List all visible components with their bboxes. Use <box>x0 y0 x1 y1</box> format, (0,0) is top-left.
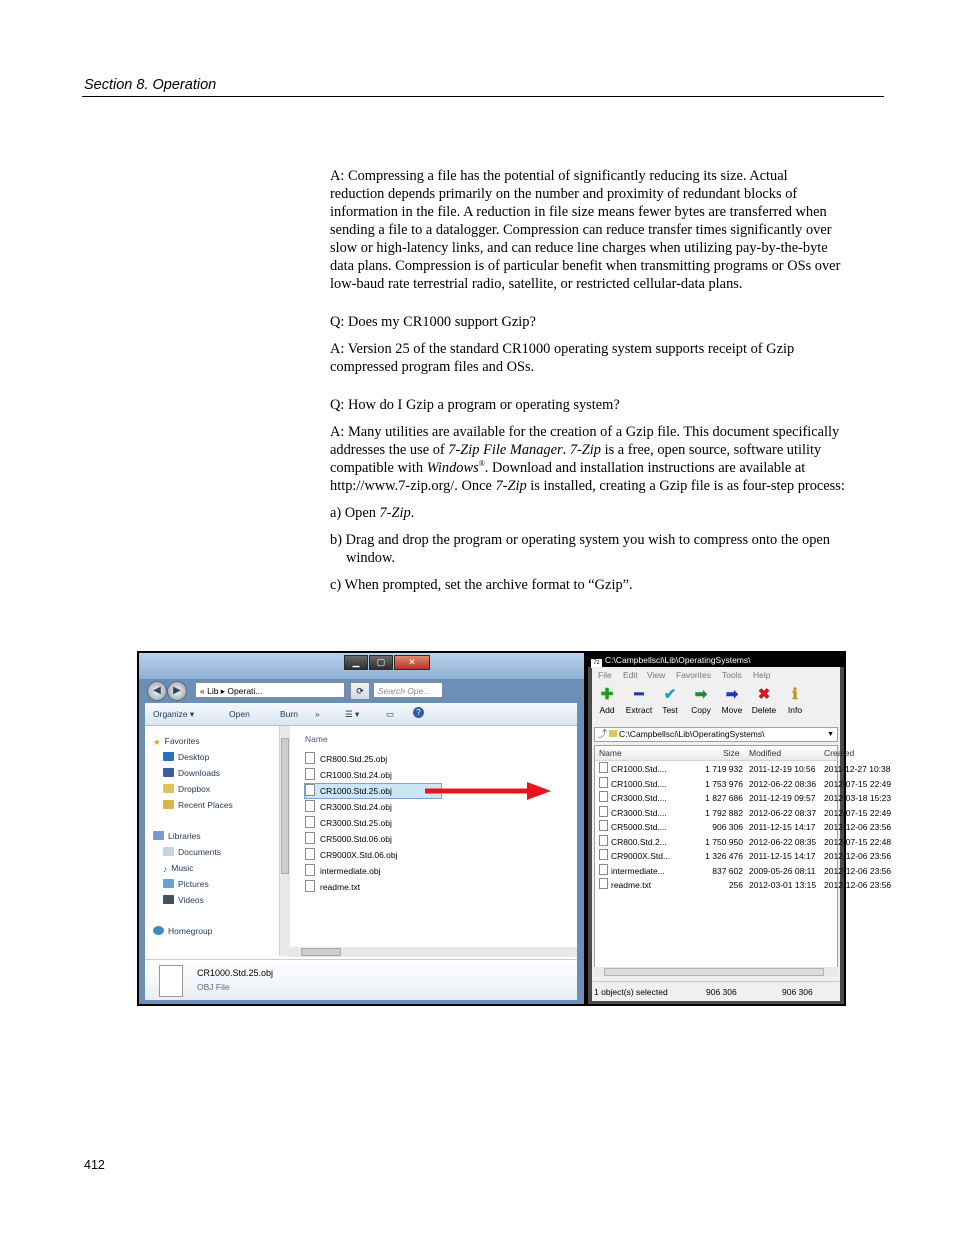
sevenzip-statusbar <box>592 981 840 1001</box>
archive-cell-name <box>599 806 667 820</box>
menu-tools[interactable]: Tools <box>722 670 742 680</box>
nav-music[interactable] <box>163 863 193 874</box>
file-name: CR9000X.Std.06.obj <box>320 850 398 860</box>
archive-file-name: CR1000.Std.... <box>611 764 667 774</box>
extract-label: Extract <box>625 705 653 715</box>
file-list-hscrollbar[interactable] <box>287 947 577 957</box>
file-row[interactable] <box>305 800 441 814</box>
nav-downloads[interactable] <box>163 768 220 778</box>
sevenzip-menubar <box>592 669 840 683</box>
refresh-icon[interactable]: ⟳ <box>350 682 370 700</box>
file-icon <box>599 864 608 875</box>
sevenzip-body <box>592 667 892 1000</box>
delete-label: Delete <box>751 705 777 715</box>
answer-compression: A: Compressing a file has the potential of significantly reducing its size. Actual reduction depends primarily on the number and proximity of redundant blocks of information in the file. A reduction in file size means fewer bytes are transferred when sending a file to a datalogger. Compression can reduce transfer times significantly over slow or high-latency links, and can reduce line charges when utilizing pay-by-the-byte data plans. Compression is of particular benefit when transmitting programs or OSs over low-baud rate terrestrial radio, satellite, or restricted cellular-data plans. <box>330 168 841 292</box>
nav-recent-places[interactable] <box>163 800 233 810</box>
libraries-icon <box>153 831 164 840</box>
archive-cell-created: 2012-12-06 23:56 <box>824 865 892 876</box>
file-icon <box>599 820 608 831</box>
file-name: CR3000.Std.25.obj <box>320 818 392 828</box>
app-name: 7-Zip File Manager <box>448 442 563 458</box>
archive-cell-name <box>599 849 670 863</box>
file-icon <box>305 864 315 876</box>
videos-icon <box>163 895 174 904</box>
file-row[interactable] <box>305 864 441 878</box>
step-a-text: a) Open <box>330 505 380 521</box>
app-name: 7-Zip <box>495 478 527 494</box>
test-icon: ✔ <box>663 686 677 703</box>
answer-how-text-5: is installed, creating a Gzip file is as four-step process: <box>526 478 845 494</box>
info-label: Info <box>787 705 803 715</box>
sevenzip-controls-glyphs[interactable]: ▭▁▢✕ <box>878 655 965 665</box>
homegroup-icon <box>153 926 164 935</box>
file-row[interactable] <box>305 832 441 846</box>
pictures-icon <box>163 879 174 888</box>
archive-cell-modified: 2012-06-22 08:35 <box>749 836 817 847</box>
file-name: CR1000.Std.24.obj <box>320 770 392 780</box>
file-large-icon <box>159 965 183 997</box>
archive-cell-name <box>599 791 667 805</box>
nav-pictures[interactable] <box>163 879 209 889</box>
archive-file-list <box>594 745 892 975</box>
archive-cell-modified: 2011-12-15 14:17 <box>749 822 816 832</box>
page-number: 412 <box>84 1158 105 1172</box>
nav-favorites[interactable] <box>153 736 200 748</box>
hscroll-thumb[interactable] <box>301 948 341 956</box>
archive-cell-name <box>599 777 667 791</box>
menu-favorites[interactable]: Favorites <box>676 670 711 680</box>
sevenzip-title-text: C:\Campbellsci\Lib\OperatingSystems\ <box>605 655 751 665</box>
archive-hscrollbar[interactable] <box>594 967 838 977</box>
command-bar <box>145 703 577 726</box>
address-bar[interactable]: « Lib ▸ Operati... <box>195 682 345 698</box>
nav-libraries-label: Libraries <box>168 831 201 841</box>
archive-cell-created: 2012-12-06 23:56 <box>824 851 892 861</box>
minimize-icon[interactable]: ▁ <box>344 655 368 670</box>
menu-edit[interactable]: Edit <box>623 670 638 680</box>
nav-dropbox-label: Dropbox <box>178 784 211 794</box>
archive-file-name: CR5000.Std.... <box>611 822 667 832</box>
search-input[interactable]: Search Ope... <box>373 682 443 698</box>
forward-icon[interactable]: ▶ <box>167 681 187 701</box>
nav-documents[interactable] <box>163 847 221 857</box>
star-icon: ★ <box>153 737 161 747</box>
explorer-window <box>139 653 584 1004</box>
archive-row[interactable] <box>595 791 892 805</box>
archive-file-name: CR9000X.Std... <box>611 851 671 861</box>
app-name: 7-Zip <box>569 442 601 458</box>
test-button[interactable] <box>655 687 685 715</box>
file-row[interactable] <box>305 768 441 782</box>
nav-documents-label: Documents <box>178 847 221 857</box>
nav-scrollbar[interactable] <box>279 726 290 956</box>
nav-scroll-thumb[interactable] <box>281 738 289 874</box>
screenshot-figure <box>137 651 965 1006</box>
archive-cell-size: 1 719 932 <box>705 764 743 774</box>
sevenzip-app-icon: 7z <box>591 659 602 668</box>
menu-file[interactable]: File <box>598 670 612 680</box>
delete-button[interactable] <box>749 687 779 715</box>
add-icon: ✚ <box>600 686 614 703</box>
step-a <box>330 504 845 522</box>
archive-cell-size: 1 792 882 <box>705 807 743 818</box>
archive-cell-created: 2011-12-27 10:38 <box>824 764 891 774</box>
app-name: 7-Zip <box>379 505 411 521</box>
sevenzip-toolbar <box>592 685 840 725</box>
move-icon: ➡ <box>725 686 739 703</box>
archive-file-name: intermediate... <box>611 865 665 876</box>
explorer-window-controls <box>343 655 430 670</box>
menu-help[interactable]: Help <box>753 670 771 680</box>
archive-row[interactable] <box>595 777 892 791</box>
archive-cell-name <box>599 820 667 834</box>
file-list <box>303 726 577 956</box>
folder-icon <box>609 730 617 737</box>
move-button[interactable] <box>717 687 747 715</box>
info-button[interactable] <box>780 687 810 715</box>
status-selection: 1 object(s) selected <box>594 987 668 997</box>
nav-pictures-label: Pictures <box>178 879 209 889</box>
archive-cell-modified: 2011-12-19 10:56 <box>749 764 816 774</box>
archive-row[interactable] <box>595 864 892 878</box>
col-name[interactable]: Name <box>599 748 622 758</box>
file-row[interactable] <box>305 816 441 830</box>
name-column-header[interactable]: Name <box>305 734 328 744</box>
header-rule <box>82 96 884 97</box>
archive-list-header <box>595 746 855 761</box>
nav-favorites-label: Favorites <box>164 736 200 746</box>
file-icon <box>305 816 315 828</box>
step-c: c) When prompted, set the archive format to “Gzip”. <box>330 577 633 593</box>
copy-button[interactable] <box>686 687 716 715</box>
details-file-name: CR1000.Std.25.obj <box>197 968 274 978</box>
file-icon <box>599 835 608 846</box>
answer-how-text-1: A: Many utilities are available for the creation of a Gzip file. This document specifically addresses the use of <box>330 424 840 458</box>
explorer-navbar <box>145 680 577 702</box>
file-row-selected[interactable] <box>305 784 441 798</box>
status-packed-size: 906 306 <box>782 987 813 997</box>
test-label: Test <box>662 705 678 715</box>
text-file-icon <box>305 880 315 892</box>
col-modified[interactable]: Modified <box>749 748 782 758</box>
file-icon <box>599 791 608 802</box>
step-a-end: . <box>410 505 415 521</box>
drag-arrow-icon <box>423 782 553 800</box>
maximize-icon[interactable]: ▢ <box>369 655 393 670</box>
menu-view[interactable]: View <box>647 670 666 680</box>
recent-places-icon <box>163 800 174 809</box>
archive-cell-size: 1 750 950 <box>705 836 743 847</box>
file-icon <box>305 800 315 812</box>
registered-mark: ® <box>478 459 485 469</box>
back-icon[interactable]: ◀ <box>147 681 167 701</box>
archive-file-name: readme.txt <box>611 880 652 890</box>
up-folder-icon[interactable]: ⤴ <box>598 729 608 739</box>
nav-homegroup-label: Homegroup <box>168 926 213 936</box>
documents-icon <box>163 847 174 856</box>
file-icon <box>305 848 315 860</box>
delete-icon: ✖ <box>757 686 771 703</box>
archive-row[interactable] <box>595 820 892 834</box>
details-pane <box>145 959 577 1000</box>
archive-cell-name <box>599 762 667 776</box>
archive-cell-created: 2012-12-06 23:56 <box>824 880 892 890</box>
archive-cell-name <box>599 835 667 849</box>
archive-row[interactable] <box>595 849 892 863</box>
archive-cell-modified: 2009-05-26 08:11 <box>749 865 816 876</box>
archive-hscroll-thumb[interactable] <box>604 968 824 976</box>
archive-cell-created: 2012-03-18 15:23 <box>824 793 892 803</box>
burn-button[interactable]: Burn <box>280 709 298 719</box>
extract-icon: ━ <box>634 686 644 703</box>
file-row[interactable] <box>305 848 441 862</box>
preview-pane-icon[interactable]: ▭ <box>386 709 395 719</box>
sevenzip-path-field[interactable] <box>594 727 838 742</box>
archive-cell-name <box>599 878 651 892</box>
archive-cell-size: 256 <box>728 880 743 890</box>
close-icon[interactable]: ✕ <box>394 655 430 670</box>
extract-button[interactable] <box>624 687 654 715</box>
nav-homegroup[interactable] <box>153 926 212 936</box>
nav-libraries[interactable] <box>153 831 201 841</box>
archive-cell-size: 906 306 <box>712 822 743 832</box>
archive-file-name: CR800.Std.2... <box>611 836 667 847</box>
desktop-icon <box>163 752 174 761</box>
add-button[interactable] <box>592 687 622 715</box>
file-name: CR5000.Std.06.obj <box>320 834 392 844</box>
file-name: CR1000.Std.25.obj <box>320 786 392 796</box>
answer-how-text-4: . Download and installation instructions are available at http://www.7-zip.org/. Once <box>330 460 806 494</box>
archive-cell-created: 2012-07-15 22:49 <box>824 778 892 789</box>
archive-file-name: CR1000.Std.... <box>611 778 667 789</box>
col-created[interactable]: Created <box>824 748 855 758</box>
archive-cell-size: 1 827 686 <box>705 793 743 803</box>
archive-cell-created: 2012-07-15 22:48 <box>824 836 892 847</box>
answer-support: A: Version 25 of the standard CR1000 operating system supports receipt of Gzip compressed program files and OSs. <box>330 341 795 375</box>
file-icon <box>305 832 315 844</box>
os-name: Windows <box>426 460 479 476</box>
file-icon <box>599 849 608 860</box>
music-icon: ♪ <box>163 864 168 874</box>
view-options-icon[interactable]: ☰ ▾ <box>345 709 360 719</box>
archive-cell-size: 1 753 976 <box>705 778 743 789</box>
nav-videos-label: Videos <box>178 895 204 905</box>
col-size[interactable]: Size <box>723 748 740 758</box>
archive-cell-modified: 2011-12-19 09:57 <box>749 793 816 803</box>
archive-cell-modified: 2012-06-22 08:37 <box>749 807 817 818</box>
answer-how <box>330 423 845 495</box>
organize-button[interactable]: Organize ▾ <box>153 709 195 719</box>
archive-cell-modified: 2012-03-01 13:15 <box>749 880 817 890</box>
add-label: Add <box>599 705 615 715</box>
archive-cell-name <box>599 864 665 878</box>
question-support: Q: Does my CR1000 support Gzip? <box>330 314 536 330</box>
body-text <box>330 167 845 594</box>
sevenzip-path-text: C:\Campbellsci\Lib\OperatingSystems\ <box>619 729 765 739</box>
explorer-titlebar <box>139 653 584 679</box>
file-name: readme.txt <box>320 882 361 892</box>
navigation-pane <box>145 726 287 956</box>
file-icon <box>305 752 315 764</box>
nav-downloads-label: Downloads <box>178 768 221 778</box>
copy-label: Copy <box>691 705 711 715</box>
info-icon: ℹ <box>792 686 798 703</box>
archive-row[interactable] <box>595 806 892 820</box>
help-icon[interactable]: ? <box>413 707 424 718</box>
file-icon <box>305 768 315 780</box>
file-icon <box>305 784 315 796</box>
file-icon <box>599 762 608 773</box>
section-header: Section 8. Operation <box>84 77 217 93</box>
explorer-body <box>145 703 577 999</box>
answer-how-text-3: is a free, open source, software utility compatible with <box>330 442 822 476</box>
move-label: Move <box>721 705 743 715</box>
file-name: CR800.Std.25.obj <box>320 754 388 764</box>
nav-dropbox[interactable] <box>163 784 210 794</box>
archive-file-name: CR3000.Std.... <box>611 793 667 803</box>
path-dropdown-icon[interactable]: ▼ <box>827 731 834 738</box>
sevenzip-titlebar <box>588 653 965 667</box>
downloads-icon <box>163 768 174 777</box>
sevenzip-window <box>588 653 965 1004</box>
status-size: 906 306 <box>706 987 737 997</box>
archive-cell-size: 1 326 476 <box>705 851 743 861</box>
archive-cell-modified: 2012-06-22 08:36 <box>749 778 817 789</box>
archive-row[interactable] <box>595 762 891 776</box>
nav-videos[interactable] <box>163 895 204 905</box>
nav-desktop-label: Desktop <box>178 752 210 762</box>
answer-how-text-2: . <box>562 442 570 458</box>
more-commands-button[interactable]: » <box>315 709 320 719</box>
file-icon <box>599 878 608 889</box>
file-name: CR3000.Std.24.obj <box>320 802 392 812</box>
file-row[interactable] <box>305 880 441 894</box>
file-row[interactable] <box>305 752 441 766</box>
copy-icon: ➡ <box>694 686 708 703</box>
archive-file-name: CR3000.Std.... <box>611 807 667 818</box>
archive-cell-created: 2012-07-15 22:49 <box>824 807 892 818</box>
archive-row[interactable] <box>595 835 892 849</box>
nav-music-label: Music <box>171 863 194 873</box>
step-b: b) Drag and drop the program or operating system you wish to compress onto the open window. <box>330 532 830 566</box>
dropbox-folder-icon <box>163 784 174 793</box>
file-icon <box>599 777 608 788</box>
archive-cell-size: 837 602 <box>712 865 743 876</box>
open-button[interactable]: Open <box>229 709 250 719</box>
question-how: Q: How do I Gzip a program or operating system? <box>330 397 620 413</box>
details-file-type: OBJ File <box>197 982 230 992</box>
archive-row[interactable] <box>595 878 892 892</box>
file-name: intermediate.obj <box>320 866 381 876</box>
nav-desktop[interactable] <box>163 752 209 762</box>
file-icon <box>599 806 608 817</box>
archive-cell-modified: 2011-12-15 14:17 <box>749 851 816 861</box>
nav-recent-label: Recent Places <box>178 800 233 810</box>
archive-cell-created: 2012-12-06 23:56 <box>824 822 892 832</box>
